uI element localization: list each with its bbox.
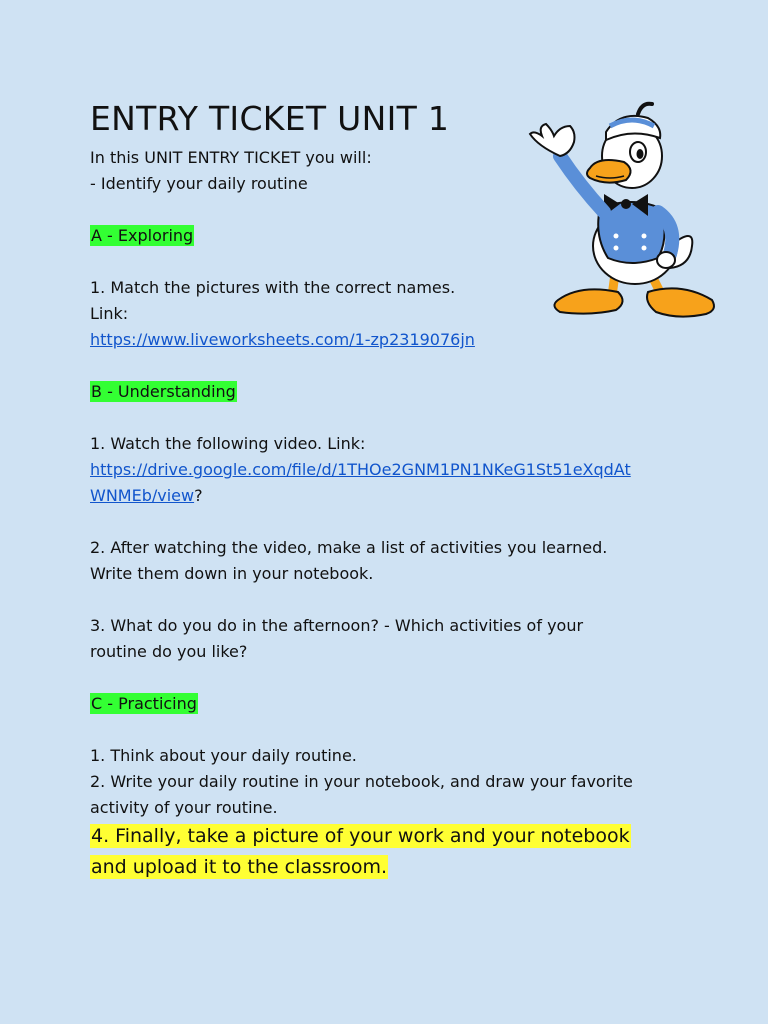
section-b-item-2-line-2: Write them down in your notebook. bbox=[90, 564, 374, 583]
intro-line: In this UNIT ENTRY TICKET you will: bbox=[90, 148, 372, 167]
drive-video-link-part2[interactable]: WNMEb/view bbox=[90, 486, 195, 505]
section-c-item-2-line-2: activity of your routine. bbox=[90, 798, 278, 817]
section-a-item-1: 1. Match the pictures with the correct names. bbox=[90, 278, 456, 297]
section-b-item-3-line-1: 3. What do you do in the afternoon? - Which activities of your bbox=[90, 616, 584, 635]
final-instruction-line-2: and upload it to the classroom. bbox=[91, 856, 387, 878]
objective-line: - Identify your daily routine bbox=[90, 174, 308, 193]
section-a-link-label: Link: bbox=[90, 304, 129, 323]
section-b-item-2-line-1: 2. After watching the video, make a list of activities you learned. bbox=[90, 538, 608, 557]
page-title: ENTRY TICKET UNIT 1 bbox=[90, 99, 450, 138]
section-a-heading: A - Exploring bbox=[91, 226, 194, 245]
drive-video-link-part1[interactable]: https://drive.google.com/file/d/1THOe2GNM1PN1NKeG1St51eXqdAt bbox=[90, 460, 631, 479]
section-c-heading: C - Practicing bbox=[91, 694, 197, 713]
link-suffix: ? bbox=[194, 486, 203, 505]
section-c-item-2-line-1: 2. Write your daily routine in your notebook, and draw your favorite bbox=[90, 772, 633, 791]
ticket-content bbox=[90, 145, 690, 883]
liveworksheets-link[interactable]: https://www.liveworksheets.com/1-zp2319076jn bbox=[90, 330, 475, 349]
final-instruction-line-1: 4. Finally, take a picture of your work and your notebook bbox=[91, 825, 630, 847]
section-b-item-1: 1. Watch the following video. Link: bbox=[90, 434, 366, 453]
section-b-heading: B - Understanding bbox=[91, 382, 236, 401]
section-c-item-1: 1. Think about your daily routine. bbox=[90, 746, 357, 765]
section-b-item-3-line-2: routine do you like? bbox=[90, 642, 248, 661]
